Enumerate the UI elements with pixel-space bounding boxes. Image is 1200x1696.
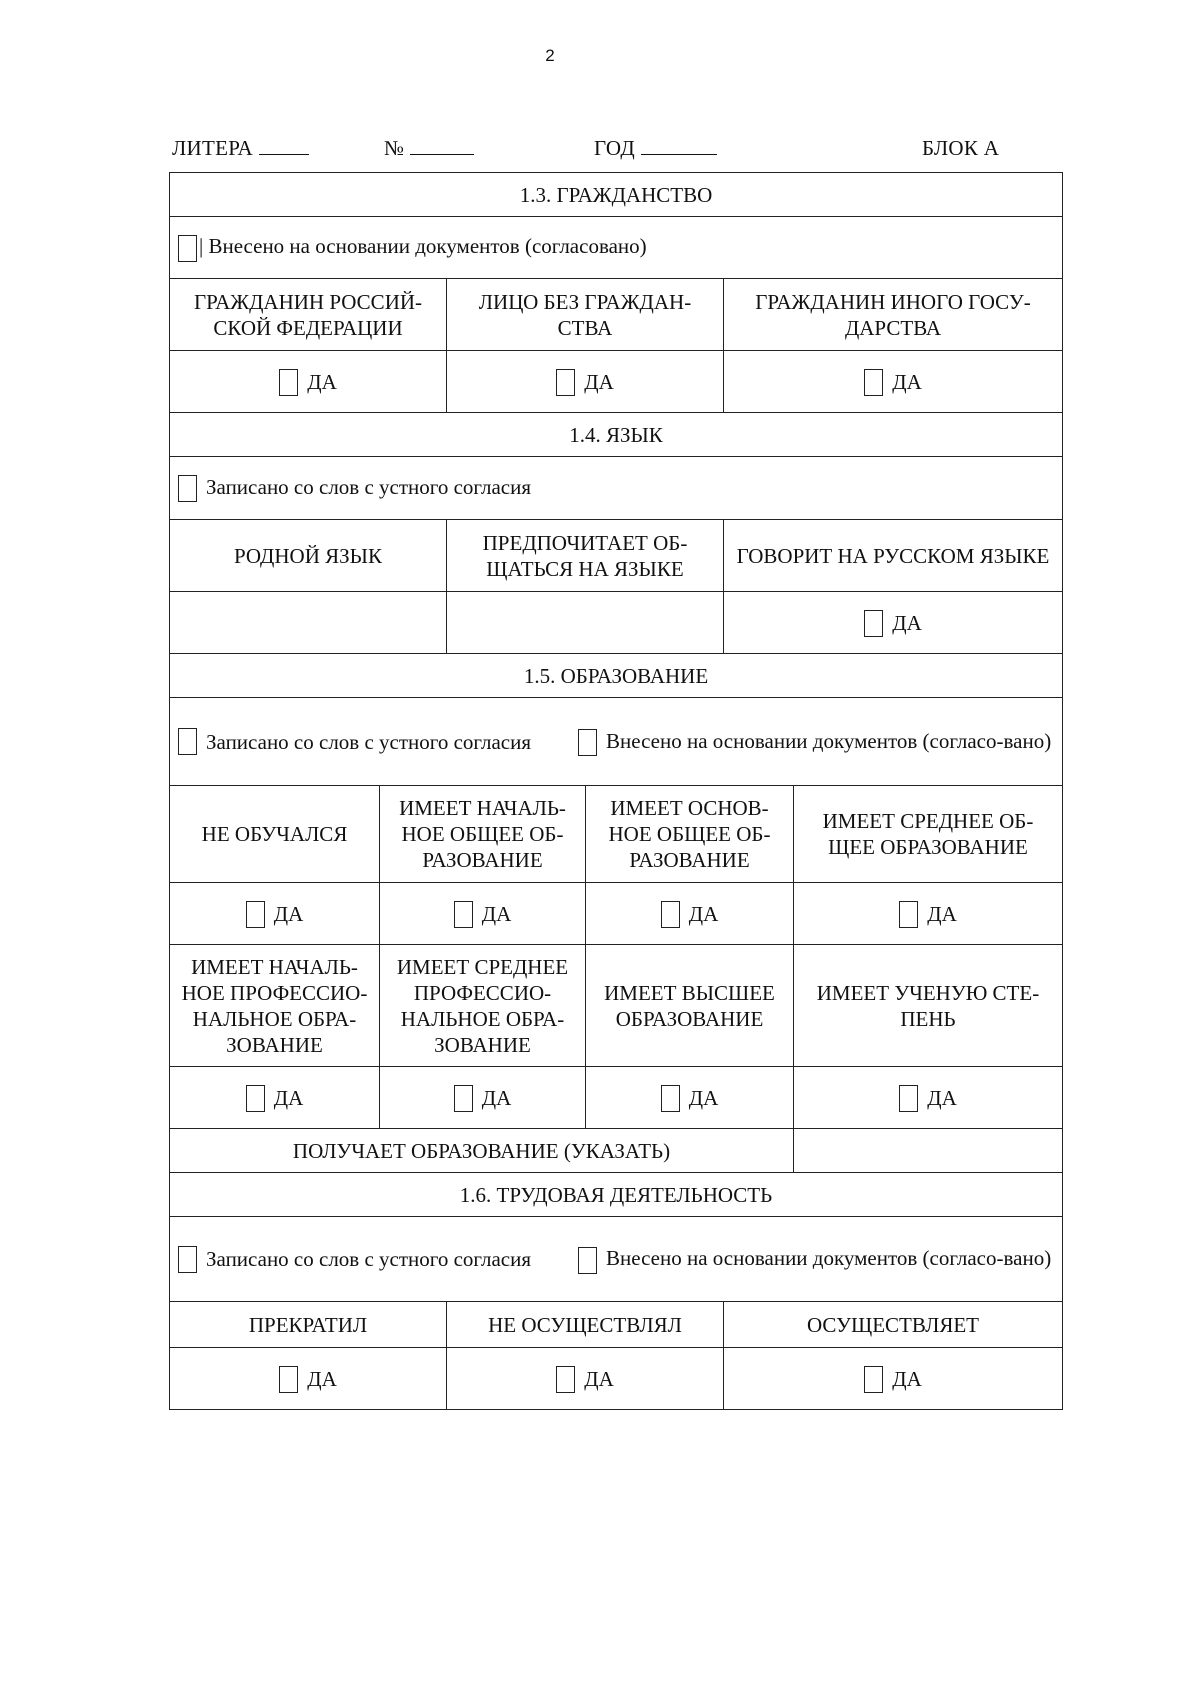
number-label: № <box>384 136 405 160</box>
russian-citizen-cell <box>170 351 447 413</box>
number-field[interactable] <box>384 136 404 161</box>
currently-working-checkbox[interactable] <box>864 1366 883 1393</box>
page-number: 2 <box>545 46 555 65</box>
education-docs-option <box>578 727 1054 757</box>
section-title-employment: 1.6. ТРУДОВАЯ ДЕЯТЕЛЬНОСТЬ <box>170 1173 1063 1217</box>
col-preferred-language: ПРЕДПОЧИТАЕТ ОБ-ЩАТЬСЯ НА ЯЗЫКЕ <box>447 520 724 592</box>
col-secondary-general: ИМЕЕТ СРЕДНЕЕ ОБ-ЩЕЕ ОБРАЗОВАНИЕ <box>794 786 1063 883</box>
col-russian-citizen: ГРАЖДАНИН РОССИЙ-СКОЙ ФЕДЕРАЦИИ <box>170 279 447 351</box>
litera-field[interactable] <box>172 136 253 161</box>
year-blank[interactable] <box>641 136 717 155</box>
no-education-checkbox[interactable] <box>246 901 265 928</box>
education-oral-text: Записано со слов с устного согласия <box>206 729 531 754</box>
col-speaks-russian: ГОВОРИТ НА РУССКОМ ЯЗЫКЕ <box>724 520 1063 592</box>
education-notes <box>170 698 1063 786</box>
col-stateless: ЛИЦО БЕЗ ГРАЖДАН-СТВА <box>447 279 724 351</box>
primary-vocational-cell <box>170 1067 380 1129</box>
employment-docs-checkbox[interactable] <box>578 1247 597 1274</box>
basic-general-checkbox[interactable] <box>661 901 680 928</box>
litera-label: ЛИТЕРА <box>172 136 254 160</box>
speaks-russian-cell <box>724 592 1063 654</box>
year-label: ГОД <box>594 136 635 160</box>
employment-docs-option <box>578 1244 1054 1274</box>
answer-label: ДА <box>892 370 922 395</box>
citizenship-docs-checkbox[interactable] <box>178 235 197 262</box>
section-title-language: 1.4. ЯЗЫК <box>170 413 1063 457</box>
year-field[interactable] <box>594 136 635 161</box>
questionnaire-table <box>169 172 1063 1410</box>
employment-oral-checkbox[interactable] <box>178 1246 197 1273</box>
education-docs-checkbox[interactable] <box>578 729 597 756</box>
col-primary-general: ИМЕЕТ НАЧАЛЬ-НОЕ ОБЩЕЕ ОБ-РАЗОВАНИЕ <box>380 786 586 883</box>
litera-blank[interactable] <box>259 136 309 155</box>
language-oral-checkbox[interactable] <box>178 475 197 502</box>
col-higher-education: ИМЕЕТ ВЫСШЕЕ ОБРАЗОВАНИЕ <box>586 945 794 1067</box>
col-basic-general: ИМЕЕТ ОСНОВ-НОЕ ОБЩЕЕ ОБ-РАЗОВАНИЕ <box>586 786 794 883</box>
answer-label: ДА <box>688 1086 719 1111</box>
stateless-cell <box>447 351 724 413</box>
primary-general-checkbox[interactable] <box>454 901 473 928</box>
answer-label: ДА <box>584 370 614 395</box>
academic-degree-checkbox[interactable] <box>899 1085 918 1112</box>
stopped-working-cell <box>170 1348 447 1410</box>
answer-label: ДА <box>927 1086 957 1111</box>
answer-label: ДА <box>584 1367 614 1392</box>
secondary-vocational-checkbox[interactable] <box>454 1085 473 1112</box>
never-worked-cell <box>447 1348 724 1410</box>
language-note-text: Записано со слов с устного согласия <box>206 474 531 499</box>
col-no-education: НЕ ОБУЧАЛСЯ <box>170 786 380 883</box>
basic-general-cell <box>586 883 794 945</box>
answer-label: ДА <box>273 1086 304 1111</box>
citizenship-note <box>170 217 1063 279</box>
answer-label: ДА <box>307 370 337 395</box>
block-label: БЛОК А <box>922 136 1000 160</box>
academic-degree-cell <box>794 1067 1063 1129</box>
col-native-language: РОДНОЙ ЯЗЫК <box>170 520 447 592</box>
foreign-citizen-cell <box>724 351 1063 413</box>
citizenship-note-text: | Внесено на основании документов (согласовано) <box>199 234 647 259</box>
col-stopped-working: ПРЕКРАТИЛ <box>170 1302 447 1348</box>
education-oral-option <box>178 728 578 755</box>
current-education-label: ПОЛУЧАЕТ ОБРАЗОВАНИЕ (УКАЗАТЬ) <box>170 1129 794 1173</box>
preferred-language-input[interactable] <box>447 592 724 654</box>
stateless-checkbox[interactable] <box>556 369 575 396</box>
currently-working-cell <box>724 1348 1063 1410</box>
russian-citizen-checkbox[interactable] <box>279 369 298 396</box>
col-secondary-vocational: ИМЕЕТ СРЕДНЕЕ ПРОФЕССИО-НАЛЬНОЕ ОБРА-ЗОВАНИЕ <box>380 945 586 1067</box>
col-primary-vocational: ИМЕЕТ НАЧАЛЬ-НОЕ ПРОФЕССИО-НАЛЬНОЕ ОБРА-ЗОВАНИЕ <box>170 945 380 1067</box>
employment-oral-option <box>178 1246 578 1273</box>
answer-label: ДА <box>688 902 719 927</box>
employment-notes <box>170 1217 1063 1302</box>
language-note <box>170 457 1063 520</box>
form-header <box>172 136 1002 166</box>
primary-vocational-checkbox[interactable] <box>246 1085 265 1112</box>
speaks-russian-checkbox[interactable] <box>864 610 883 637</box>
stopped-working-checkbox[interactable] <box>279 1366 298 1393</box>
higher-education-checkbox[interactable] <box>661 1085 680 1112</box>
number-blank[interactable] <box>410 136 474 155</box>
answer-label: ДА <box>892 1367 922 1392</box>
employment-docs-text: Внесено на основании документов (согласо-вано) <box>606 1246 1052 1271</box>
employment-oral-text: Записано со слов с устного согласия <box>206 1247 531 1271</box>
secondary-general-cell <box>794 883 1063 945</box>
answer-label: ДА <box>927 902 957 927</box>
secondary-general-checkbox[interactable] <box>899 901 918 928</box>
answer-label: ДА <box>273 902 304 927</box>
answer-label: ДА <box>307 1367 337 1392</box>
education-oral-checkbox[interactable] <box>178 728 197 755</box>
higher-education-cell <box>586 1067 794 1129</box>
section-title-education: 1.5. ОБРАЗОВАНИЕ <box>170 654 1063 698</box>
answer-label: ДА <box>481 902 512 927</box>
answer-label: ДА <box>892 611 922 636</box>
col-currently-working: ОСУЩЕСТВЛЯЕТ <box>724 1302 1063 1348</box>
col-never-worked: НЕ ОСУЩЕСТВЛЯЛ <box>447 1302 724 1348</box>
education-docs-text: Внесено на основании документов (согласо-вано) <box>606 728 1052 753</box>
col-academic-degree: ИМЕЕТ УЧЕНУЮ СТЕ-ПЕНЬ <box>794 945 1063 1067</box>
answer-label: ДА <box>481 1086 512 1111</box>
col-foreign-citizen: ГРАЖДАНИН ИНОГО ГОСУ-ДАРСТВА <box>724 279 1063 351</box>
no-education-cell <box>170 883 380 945</box>
never-worked-checkbox[interactable] <box>556 1366 575 1393</box>
foreign-citizen-checkbox[interactable] <box>864 369 883 396</box>
section-title-citizenship: 1.3. ГРАЖДАНСТВО <box>170 173 1063 217</box>
native-language-input[interactable] <box>170 592 447 654</box>
current-education-input[interactable] <box>794 1129 1063 1173</box>
primary-general-cell <box>380 883 586 945</box>
secondary-vocational-cell <box>380 1067 586 1129</box>
